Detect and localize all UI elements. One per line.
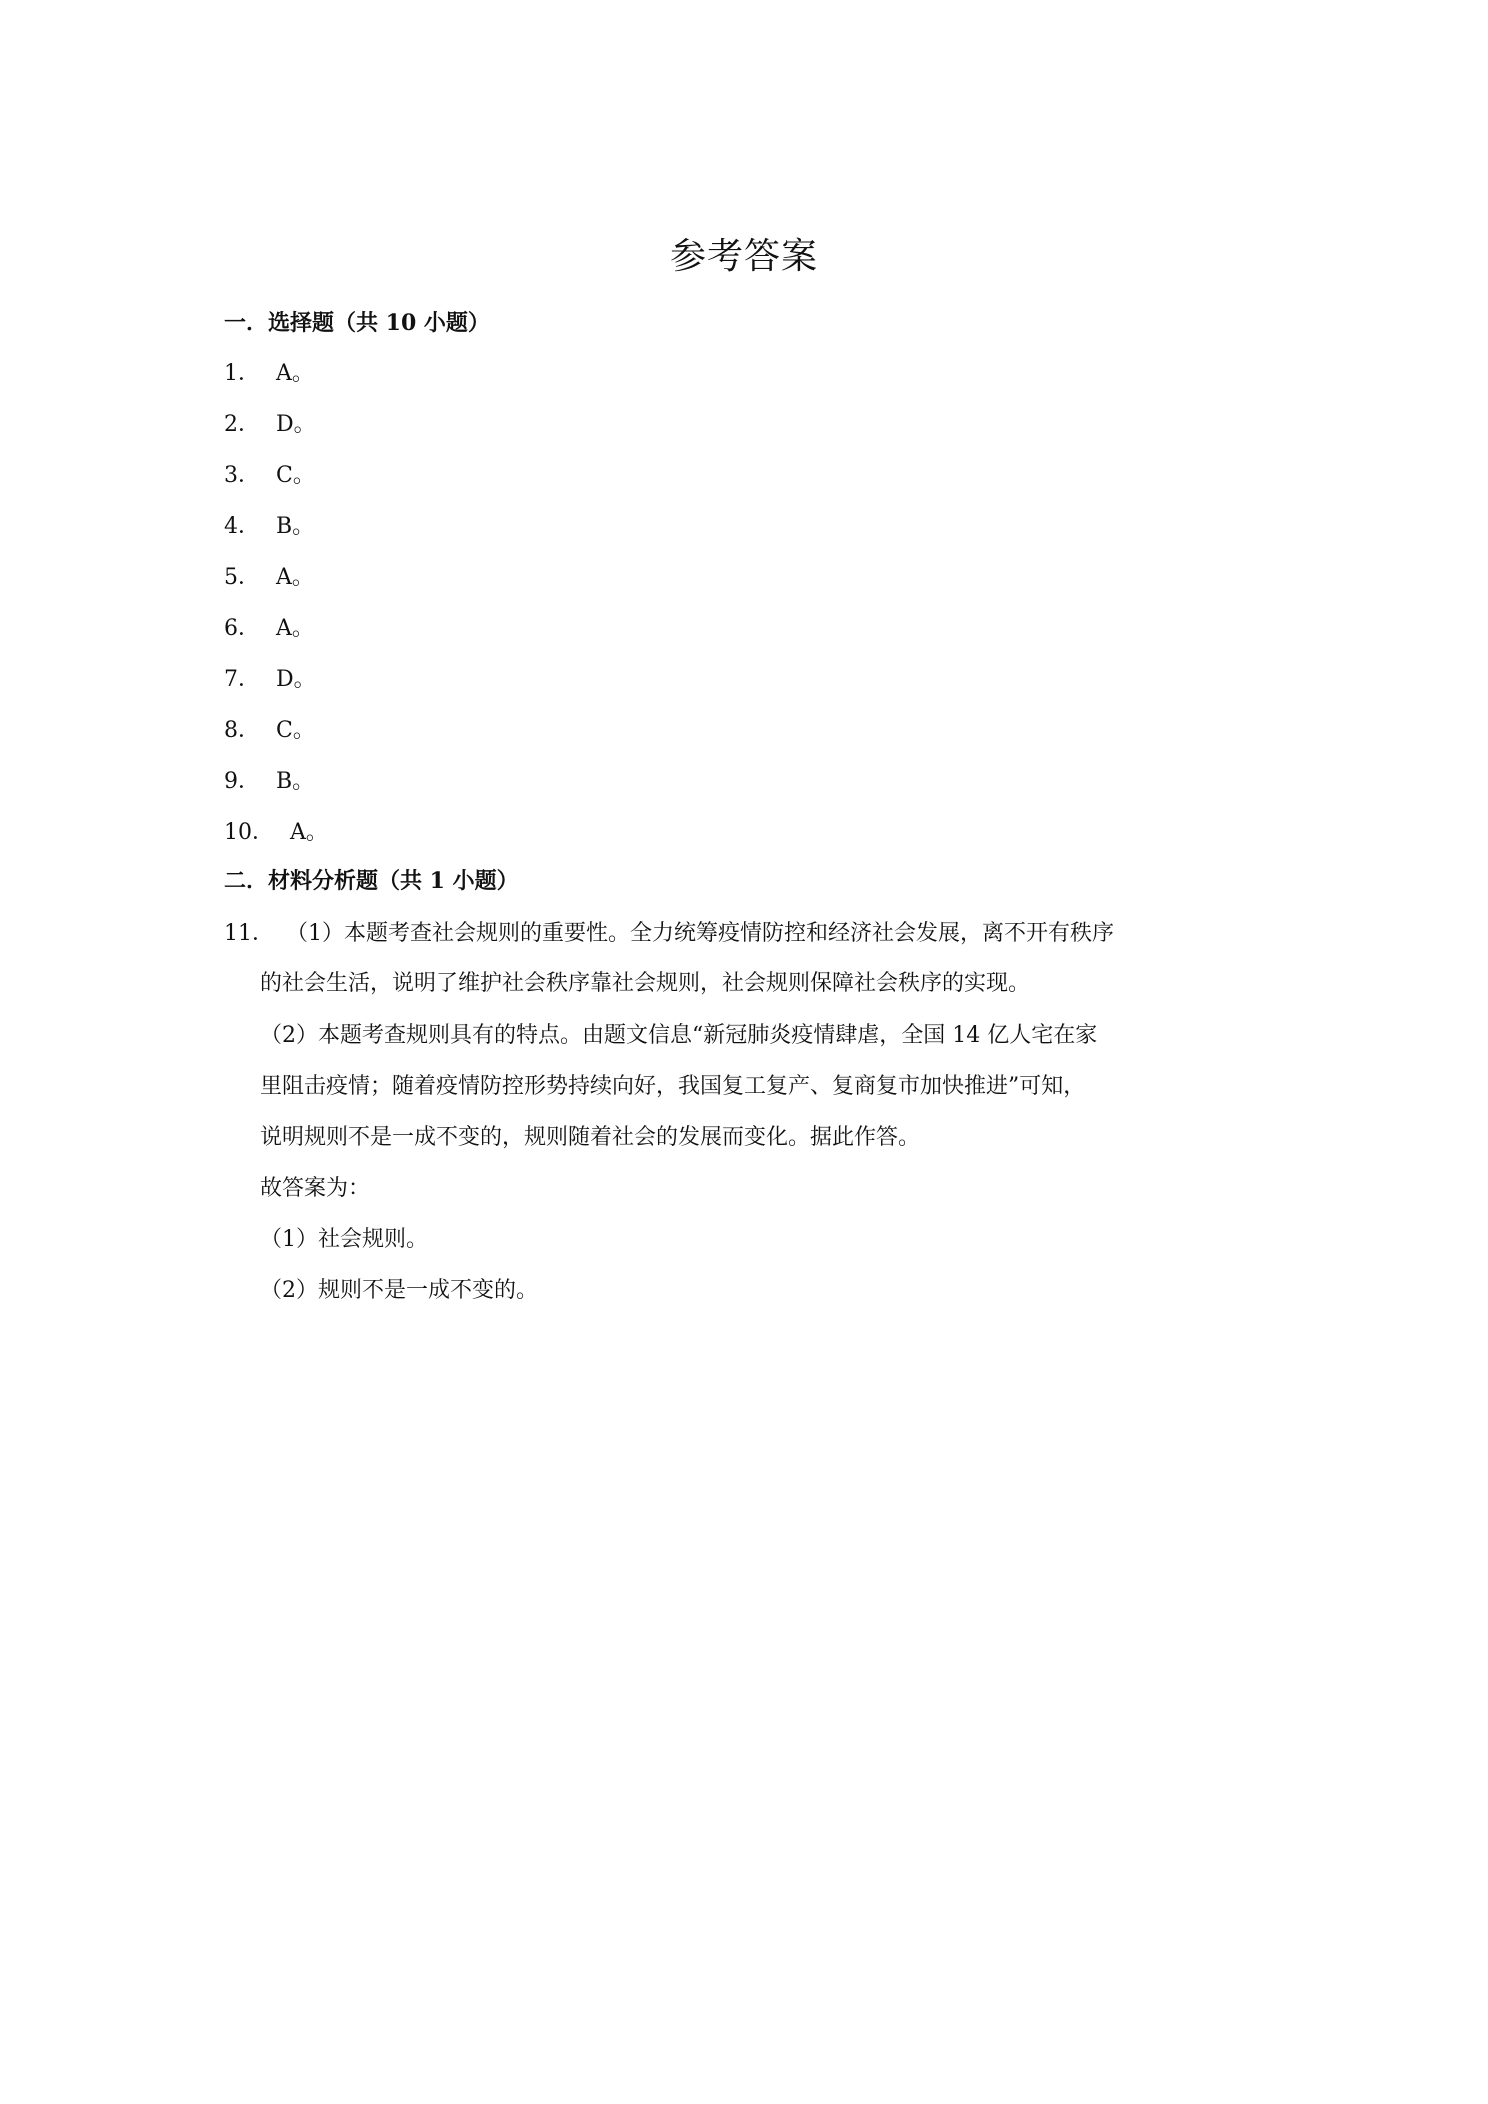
section-heading-multiple-choice: 一．选择题（共 10 小题） xyxy=(224,310,490,336)
answer-number: 3． xyxy=(224,463,260,488)
answer-choice: D。 xyxy=(276,412,316,437)
answer-item xyxy=(224,713,315,744)
answer-item xyxy=(224,815,328,846)
answer-item xyxy=(224,611,314,642)
answer-number: 6． xyxy=(224,616,260,641)
answer-number: 7． xyxy=(224,667,260,692)
answer-paragraph-line: （1）本题考查社会规则的重要性。全力统筹疫情防控和经济社会发展，离不开有秩序 xyxy=(286,921,1114,946)
question-number: 11． xyxy=(224,921,274,946)
answer-number: 4． xyxy=(224,514,260,539)
answer-choice: A。 xyxy=(276,565,314,590)
answer-paragraph-line: （2）规则不是一成不变的。 xyxy=(260,1278,538,1303)
page-title: 参考答案 xyxy=(669,236,818,277)
section-heading-material-analysis: 二．材料分析题（共 1 小题） xyxy=(224,868,519,894)
answer-choice: A。 xyxy=(276,616,314,641)
answer-number: 1． xyxy=(224,361,260,386)
answer-paragraph-line: 故答案为： xyxy=(260,1176,371,1201)
answer-number: 10． xyxy=(224,820,274,845)
answer-choice: A。 xyxy=(290,820,328,845)
answer-choice: C。 xyxy=(276,463,315,488)
answer-choice: C。 xyxy=(276,718,315,743)
answer-number: 5． xyxy=(224,565,260,590)
answer-item xyxy=(224,764,314,795)
answer-paragraph-line: （1）社会规则。 xyxy=(260,1227,428,1252)
answer-choice: A。 xyxy=(276,361,314,386)
answer-item xyxy=(224,509,314,540)
answer-choice: B。 xyxy=(276,769,315,794)
answer-item xyxy=(224,356,314,387)
answer-item xyxy=(224,407,316,438)
answer-paragraph-line: 说明规则不是一成不变的，规则随着社会的发展而变化。据此作答。 xyxy=(260,1125,921,1150)
answer-paragraph-line: （2）本题考查规则具有的特点。由题文信息“新冠肺炎疫情肆虐，全国 14 亿人宅在家 xyxy=(260,1023,1098,1048)
answer-item xyxy=(224,458,315,489)
answer-choice: D。 xyxy=(276,667,316,692)
answer-number: 2． xyxy=(224,412,260,437)
answer-item xyxy=(224,560,314,591)
answer-number: 8． xyxy=(224,718,260,743)
answer-item xyxy=(224,662,316,693)
answer-paragraph-line: 里阻击疫情；随着疫情防控形势持续向好，我国复工复产、复商复市加快推进”可知， xyxy=(260,1074,1086,1099)
answer-number: 9． xyxy=(224,769,260,794)
answer-choice: B。 xyxy=(276,514,315,539)
answer-paragraph-line: 的社会生活，说明了维护社会秩序靠社会规则，社会规则保障社会秩序的实现。 xyxy=(260,971,1031,996)
